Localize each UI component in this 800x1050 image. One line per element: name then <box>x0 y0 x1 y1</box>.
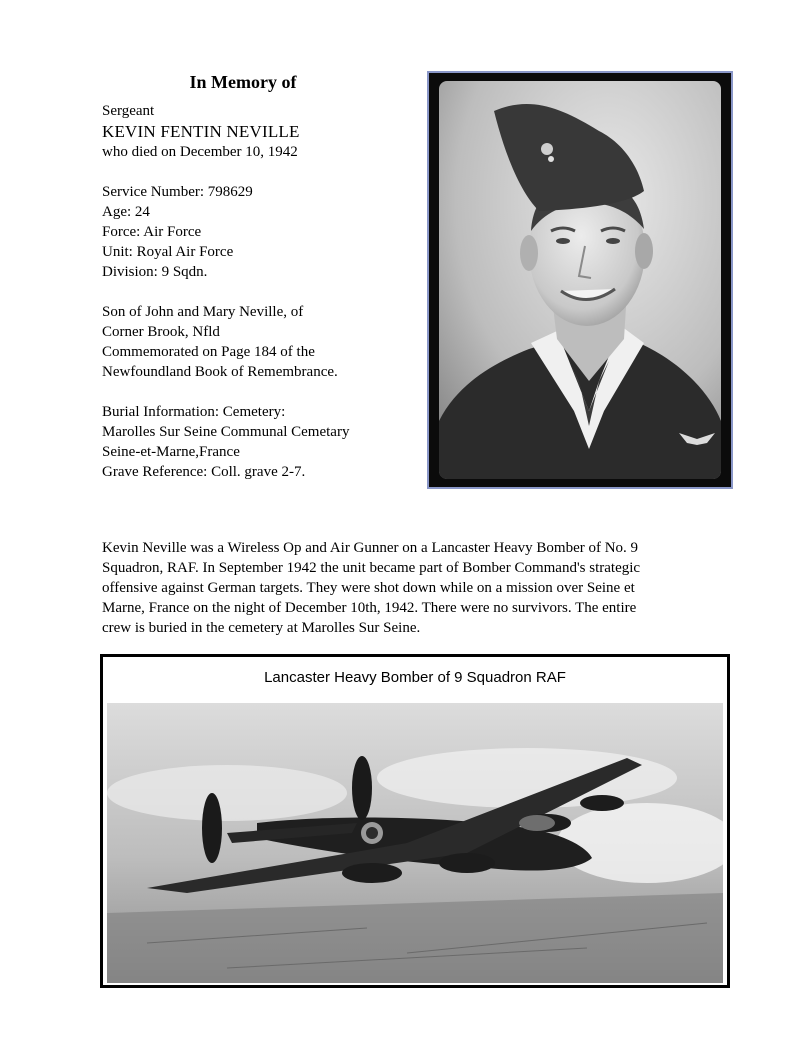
story-line-3: offensive against German targets. They were shot down while on a mission over Seine et <box>102 580 635 596</box>
burial-line-3: Seine-et-Marne,France <box>102 444 240 460</box>
story-line-1: Kevin Neville was a Wireless Op and Air Gunner on a Lancaster Heavy Bomber of No. 9 <box>102 540 639 556</box>
story-line-5: crew is buried in the cemetery at Marolles Sur Seine. <box>102 620 421 636</box>
memorial-heading: In Memory of <box>189 72 297 92</box>
aircraft-caption: Lancaster Heavy Bomber of 9 Squadron RAF <box>264 669 566 686</box>
aircraft-frame <box>100 654 730 988</box>
service-story <box>102 538 722 638</box>
commemoration-line-1: Commemorated on Page 184 of the <box>102 344 315 360</box>
age: Age: 24 <box>102 204 150 220</box>
division: Division: 9 Sqdn. <box>102 264 208 280</box>
service-number: Service Number: 798629 <box>102 184 253 200</box>
story-line-2: Squadron, RAF. In September 1942 the unit became part of Bomber Command's strategic <box>102 560 641 576</box>
unit: Unit: Royal Air Force <box>102 244 234 260</box>
commemoration-line-2: Newfoundland Book of Remembrance. <box>102 364 338 380</box>
rank: Sergeant <box>102 103 155 119</box>
burial-line-2: Marolles Sur Seine Communal Cemetary <box>102 424 350 440</box>
soldier-portrait-photo <box>439 81 721 479</box>
soldier-name: KEVIN FENTIN NEVILLE <box>102 122 300 141</box>
lancaster-bomber-photo <box>107 703 723 983</box>
story-line-4: Marne, France on the night of December 10th, 1942. There were no survivors. The entire <box>102 600 637 616</box>
memorial-info <box>102 101 422 482</box>
burial-line-1: Burial Information: Cemetery: <box>102 404 286 420</box>
force: Force: Air Force <box>102 224 202 240</box>
grave-reference: Grave Reference: Coll. grave 2-7. <box>102 464 306 480</box>
portrait-frame <box>427 71 733 489</box>
death-date: who died on December 10, 1942 <box>102 144 298 160</box>
family-line-1: Son of John and Mary Neville, of <box>102 304 304 320</box>
family-line-2: Corner Brook, Nfld <box>102 324 220 340</box>
